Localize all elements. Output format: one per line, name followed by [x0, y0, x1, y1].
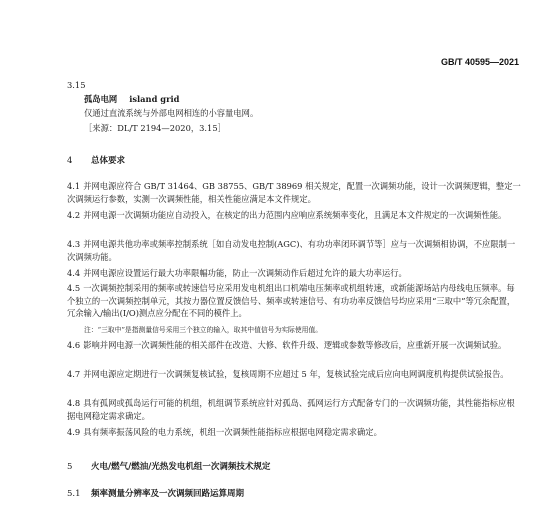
paragraph-text: 并网电源共他功率或频率控制系统［如自动发电控制(AGC)、有功功率闭环调节等］应与一次调频相协调，不应限制一次调频功能。 — [67, 239, 516, 262]
paragraph-text: 具有孤网或孤岛运行可能的机组，机组调节系统应针对孤岛、孤网运行方式配备专门的一次调频功能，其性能指标应根据电网稳定需求确定。 — [67, 398, 515, 421]
term-definition: 仅通过直流系统与外部电网相连的小容量电网。 — [84, 108, 259, 118]
section-4-heading — [67, 154, 125, 166]
paragraph-4-7 — [67, 368, 522, 381]
paragraph-text: 并网电源一次调频功能应自动投入，在核定的出力范围内应响应系统频率变化，且满足本文件规定的一次调频性能。 — [83, 210, 507, 220]
clause-number: 3.15 — [67, 80, 86, 90]
section-number: 5 — [67, 462, 73, 472]
paragraph-4-5 — [67, 282, 522, 320]
paragraph-4-3 — [67, 238, 522, 263]
paragraph-text: 一次调频控制采用的频率或转速信号应采用发电机组出口机端电压频率或机组转速，或新能源场站内母线电压频率。每个独立的一次调频控制单元，其按力器位置反馈信号、频率或转速信号、有功功率反馈信号均应采用“三取中”等冗余配置，冗余输入/输出(I/O)测点应分配在不同的模件上。 — [67, 283, 516, 319]
section-5-1-heading — [67, 487, 244, 499]
section-5-heading — [67, 460, 270, 472]
paragraph-4-2 — [67, 209, 522, 222]
paragraph-number: 4.5 — [67, 283, 81, 293]
standard-code: GB/T 40595—2021 — [440, 57, 519, 67]
term-chinese: 孤岛电网 — [84, 94, 118, 104]
section-number: 5.1 — [67, 489, 81, 499]
section-title: 频率测量分辨率及一次调频回路运算周期 — [91, 489, 245, 499]
section-number: 4 — [67, 156, 73, 166]
paragraph-4-4 — [67, 267, 522, 280]
term-source: ［来源：DL/T 2194—2020，3.15］ — [84, 123, 226, 133]
paragraph-text: 并网电源应定期进行一次调频复核试验，复核周期不应超过 5 年，复核试验完成后应向电网调度机构提供试验报告。 — [83, 369, 509, 379]
paragraph-number: 4.6 — [67, 340, 81, 350]
paragraph-number: 4.7 — [67, 369, 81, 379]
paragraph-text: 影响并网电源一次调频性能的相关部件在改造、大修、软件升级、逻辑或参数等修改后，应重新开展一次调频试验。 — [83, 340, 507, 350]
section-title: 火电/燃气/燃油/光热发电机组一次调频技术规定 — [91, 462, 271, 472]
term-heading — [84, 94, 179, 105]
paragraph-4-6 — [67, 339, 522, 352]
paragraph-text: 具有频率振荡风险的电力系统，机组一次调频性能指标应根据电网稳定需求确定。 — [83, 427, 382, 437]
paragraph-number: 4.9 — [67, 427, 81, 437]
paragraph-number: 4.4 — [67, 268, 81, 278]
paragraph-number: 4.1 — [67, 181, 81, 191]
paragraph-4-9 — [67, 426, 522, 439]
paragraph-number: 4.2 — [67, 210, 81, 220]
paragraph-text: 并网电源应设置运行最大功率限幅功能，防止一次调频动作后超过允许的最大功率运行。 — [83, 268, 407, 278]
section-title: 总体要求 — [91, 156, 126, 166]
paragraph-4-1 — [67, 180, 522, 205]
paragraph-number: 4.3 — [67, 239, 81, 249]
note: 注：“三取中”是指测量信号采用三个独立的输入，取其中值信号为实际使用值。 — [84, 326, 323, 334]
paragraph-4-8 — [67, 397, 522, 422]
paragraph-number: 4.8 — [67, 398, 81, 408]
paragraph-text: 并网电源应符合 GB/T 31464、GB 38755、GB/T 38969 相关规定，配置一次调频功能，设计一次调频逻辑，整定一次调频运行参数，实测一次调频性能，相关性能应满足本文件规定。 — [67, 181, 521, 204]
term-english: island grid — [129, 94, 180, 104]
